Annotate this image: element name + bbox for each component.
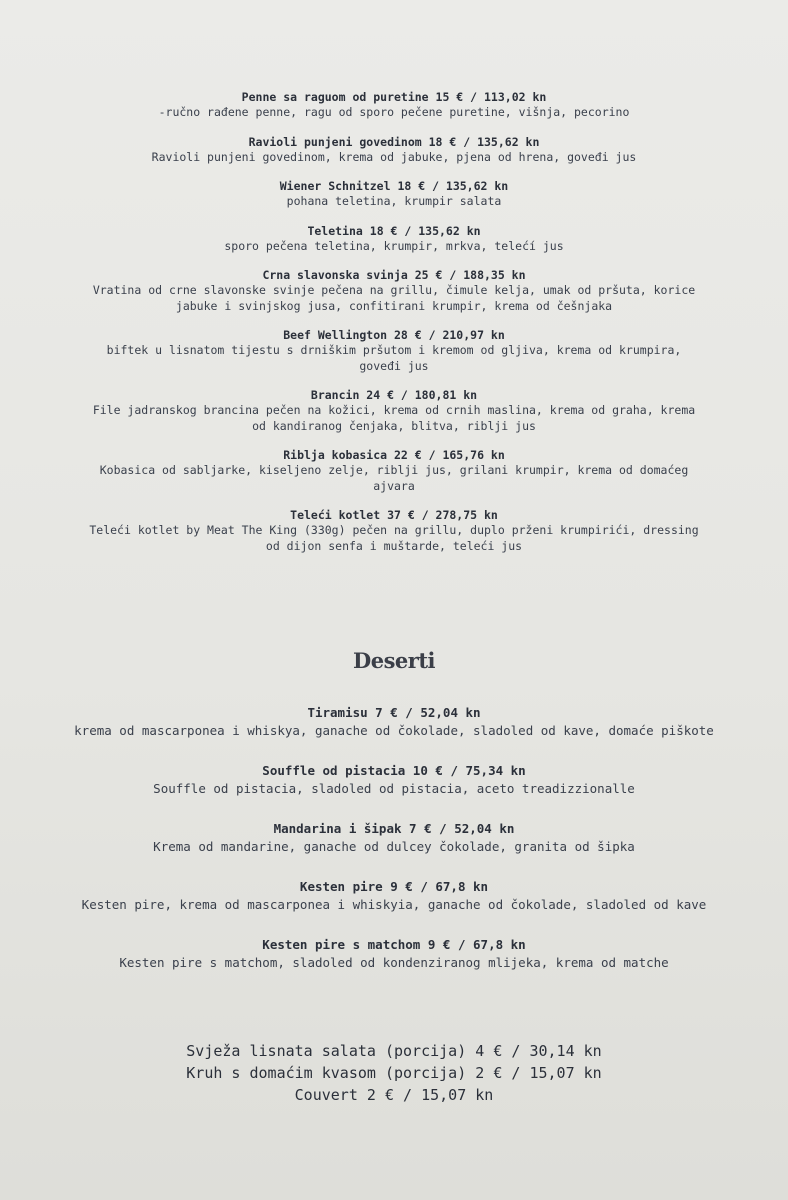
item-description: Teleći kotlet by Meat The King (330g) pečen na grillu, duplo prženi krumpirići, dressing od dijon senfa i muštarde, teleći jus bbox=[89, 523, 699, 553]
dessert-item bbox=[0, 936, 788, 972]
item-title: Brancin 24 € / 180,81 kn bbox=[310, 388, 478, 402]
item-description: Souffle od pistacia, sladoled od pistacia, aceto treadizzionalle bbox=[153, 781, 635, 796]
item-title: Penne sa raguom od puretine 15 € / 113,02 kn bbox=[241, 90, 547, 104]
extras-section bbox=[0, 1040, 788, 1106]
desserts-heading: Deserti bbox=[353, 648, 435, 673]
desserts-section bbox=[0, 704, 788, 994]
item-description: Kesten pire s matchom, sladoled od kondenziranog mlijeka, krema od matche bbox=[119, 955, 669, 970]
item-title: Kesten pire 9 € / 67,8 kn bbox=[299, 879, 489, 894]
menu-item bbox=[0, 448, 788, 494]
item-description: -ručno rađene penne, ragu od sporo pečene puretine, višnja, pecorino bbox=[158, 105, 630, 119]
item-description: File jadranskog brancina pečen na kožici, krema od crnih maslina, krema od graha, krema od kandiranog čenjaka, blitva, riblji jus bbox=[92, 403, 696, 433]
item-title: Crna slavonska svinja 25 € / 188,35 kn bbox=[262, 268, 526, 282]
item-description: Krema od mandarine, ganache od dulcey čokolade, granita od šipka bbox=[153, 839, 635, 854]
item-title: Riblja kobasica 22 € / 165,76 kn bbox=[283, 448, 505, 462]
item-description: biftek u lisnatom tijestu s drniškim pršutom i kremom od gljiva, krema od krumpira, goveđi jus bbox=[106, 343, 682, 373]
item-title: Beef Wellington 28 € / 210,97 kn bbox=[283, 328, 505, 342]
item-title: Teletina 18 € / 135,62 kn bbox=[307, 223, 481, 238]
item-description: krema od mascarponea i whiskya, ganache od čokolade, sladoled od kave, domaće piškote bbox=[74, 723, 714, 738]
menu-item bbox=[0, 268, 788, 314]
item-description: Kobasica od sabljarke, kiseljeno zelje, riblji jus, grilani krumpir, krema od domaćeg ajvara bbox=[99, 463, 689, 493]
item-title: Wiener Schnitzel 18 € / 135,62 kn bbox=[279, 179, 509, 193]
item-title: Mandarina i šipak 7 € / 52,04 kn bbox=[273, 821, 515, 836]
menu-item bbox=[0, 224, 788, 255]
dessert-item bbox=[0, 820, 788, 856]
item-description: pohana teletina, krumpir salata bbox=[286, 194, 502, 208]
menu-item bbox=[0, 135, 788, 166]
dessert-item bbox=[0, 762, 788, 798]
extra-line: Kruh s domaćim kvasom (porcija) 2 € / 15,07 kn bbox=[186, 1064, 602, 1082]
dessert-item bbox=[0, 878, 788, 914]
item-description: Vratina od crne slavonske svinje pečena na grillu, čimule kelja, umak od pršuta, korice jabuke i svinjskog jusa, confitirani krumpir, krema od češnjaka bbox=[92, 283, 696, 313]
item-title: Souffle od pistacia 10 € / 75,34 kn bbox=[262, 763, 526, 778]
item-title: Tiramisu 7 € / 52,04 kn bbox=[307, 705, 481, 720]
item-title: Teleći kotlet 37 € / 278,75 kn bbox=[290, 508, 498, 522]
menu-item bbox=[0, 388, 788, 434]
menu-item bbox=[0, 508, 788, 554]
item-description: Kesten pire, krema od mascarponea i whiskyia, ganache od čokolade, sladoled od kave bbox=[81, 897, 707, 912]
extra-line: Couvert 2 € / 15,07 kn bbox=[294, 1086, 494, 1104]
item-title: Ravioli punjeni govedinom 18 € / 135,62 kn bbox=[248, 134, 540, 149]
menu-item bbox=[0, 90, 788, 121]
menu-item bbox=[0, 179, 788, 210]
item-title: Kesten pire s matchom 9 € / 67,8 kn bbox=[262, 937, 526, 952]
mains-section bbox=[0, 90, 788, 568]
menu-item bbox=[0, 328, 788, 374]
item-description: sporo pečena teletina, krumpir, mrkva, telećí jus bbox=[224, 238, 564, 253]
extra-line: Svježa lisnata salata (porcija) 4 € / 30,14 kn bbox=[186, 1042, 602, 1060]
dessert-item bbox=[0, 704, 788, 740]
item-description: Ravioli punjeni govedinom, krema od jabuke, pjena od hrena, goveđi jus bbox=[151, 149, 637, 164]
